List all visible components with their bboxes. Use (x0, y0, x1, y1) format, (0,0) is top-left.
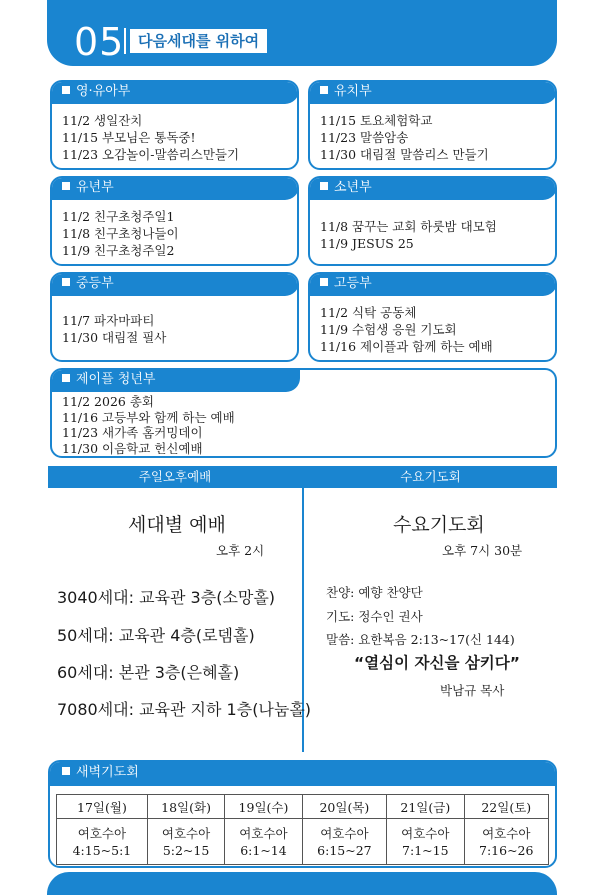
square-bullet-icon (62, 767, 70, 775)
dept-name: 유치부 (334, 84, 372, 99)
line-label: 말씀 (326, 632, 351, 647)
wednesday-prayer-time: 오후 7시 30분 (442, 543, 523, 558)
dept-children-box (50, 176, 299, 266)
scripture-cell (225, 819, 302, 865)
dept-tab (50, 80, 299, 104)
praise-line (326, 583, 423, 601)
book-name: 여호수아 (239, 825, 288, 841)
list-item: 11/9 JESUS 25 (320, 236, 414, 251)
list-item: 11/30 이음학교 헌신예배 (62, 440, 203, 456)
dept-tab (308, 80, 557, 104)
list-item: 11/23 말씀암송 (320, 130, 409, 145)
prayer-line (326, 607, 423, 625)
dept-youth-box (308, 176, 557, 266)
generation-location: 50세대: 교육관 4층(로뎀홀) (57, 626, 255, 645)
list-item: 11/30 대림절 말씀리스 만들기 (320, 147, 489, 162)
section-number: 05 (74, 20, 125, 64)
generation-location: 3040세대: 교육관 3층(소망홀) (57, 588, 276, 607)
square-bullet-icon (62, 374, 70, 382)
square-bullet-icon (62, 278, 70, 286)
dept-name: 중등부 (76, 276, 114, 291)
list-item: 11/30 대림절 필사 (62, 330, 167, 345)
square-bullet-icon (320, 182, 328, 190)
dawn-prayer-table (56, 794, 549, 865)
list-item: 11/8 친구초청나들이 (62, 226, 179, 241)
wednesday-prayer-title: 수요기도회 (393, 514, 485, 536)
chapter-ref: 5:2~15 (162, 842, 210, 858)
dawn-prayer-tab (48, 760, 557, 786)
list-item: 11/15 토요체험학교 (320, 113, 433, 128)
list-item: 11/2 2026 총회 (62, 394, 154, 409)
generation-location: 7080세대: 교육관 지하 1층(나눔홀) (57, 700, 312, 719)
generation-location: 60세대: 본관 3층(은혜홀) (57, 663, 240, 682)
book-name: 여호수아 (77, 825, 127, 841)
dept-name: 소년부 (334, 180, 372, 195)
book-name: 여호수아 (161, 825, 211, 841)
dept-tab (308, 176, 557, 200)
square-bullet-icon (320, 86, 328, 94)
line-value: : 정수인 권사 (350, 609, 423, 624)
dept-name: 고등부 (334, 276, 372, 291)
list-item: 11/15 부모님은 통독중! (62, 130, 196, 145)
sunday-worship-title: 세대별 예배 (128, 514, 226, 536)
line-value: : 예향 찬양단 (350, 585, 423, 600)
list-item: 11/23 새가족 홈커밍데이 (62, 425, 203, 440)
list-item: 11/9 친구초청주일2 (62, 243, 175, 258)
header-divider (124, 28, 126, 54)
footer-band (47, 872, 557, 895)
square-bullet-icon (62, 86, 70, 94)
dept-tab (50, 368, 300, 392)
day-cell: 19일(수) (225, 795, 302, 819)
line-value: : 요한복음 2:13~17(신 144) (350, 632, 515, 647)
scripture-cell (464, 819, 549, 865)
chapter-ref: 7:1~15 (402, 842, 449, 858)
book-name: 여호수아 (482, 825, 531, 841)
scripture-line (326, 630, 515, 648)
day-cell: 18일(화) (147, 795, 224, 819)
list-item: 11/16 고등부와 함께 하는 예배 (62, 409, 235, 425)
square-bullet-icon (62, 182, 70, 190)
table-row (57, 795, 549, 819)
line-label: 찬양 (326, 585, 351, 600)
scripture-cell (387, 819, 464, 865)
chapter-ref: 4:15~5:1 (72, 842, 132, 858)
sunday-afternoon-header: 주일오후예배 (48, 466, 302, 488)
list-item: 11/9 수험생 응원 기도회 (320, 322, 457, 337)
list-item: 11/7 파자마파티 (62, 313, 155, 328)
list-item: 11/2 식탁 공동체 (320, 305, 417, 320)
chapter-ref: 6:1~14 (240, 842, 287, 858)
list-item: 11/23 오감놀이-말씀리스만들기 (62, 147, 240, 162)
list-item: 11/16 제이플과 함께 하는 예배 (320, 339, 493, 354)
chapter-ref: 6:15~27 (317, 842, 372, 858)
sunday-worship-time: 오후 2시 (216, 543, 265, 558)
scripture-cell (57, 819, 148, 865)
dawn-prayer-title: 새벽기도회 (76, 765, 139, 780)
dept-tab (50, 272, 299, 296)
list-item: 11/8 꿈꾸는 교회 하룻밤 대모험 (320, 219, 497, 234)
list-item: 11/2 생일잔치 (62, 113, 143, 128)
list-item: 11/2 친구초청주일1 (62, 209, 175, 224)
book-name: 여호수아 (320, 825, 369, 841)
day-cell: 17일(월) (57, 795, 148, 819)
book-name: 여호수아 (401, 825, 450, 841)
page-title: 다음세대를 위하여 (130, 29, 267, 53)
chapter-ref: 7:16~26 (479, 842, 534, 858)
day-cell: 21일(금) (387, 795, 464, 819)
scripture-cell (147, 819, 224, 865)
scripture-cell (302, 819, 386, 865)
line-label: 기도 (326, 609, 351, 624)
table-row (57, 819, 549, 865)
dept-name: 영·유아부 (76, 84, 131, 99)
sermon-title: “열심이 자신을 삼키다” (354, 654, 520, 672)
day-cell: 20일(목) (302, 795, 386, 819)
wednesday-prayer-header: 수요기도회 (304, 466, 557, 488)
dept-high-box (308, 272, 557, 362)
dept-tab (50, 176, 299, 200)
dept-name: 제이플 청년부 (76, 372, 156, 387)
dawn-prayer-box (48, 760, 557, 868)
square-bullet-icon (320, 278, 328, 286)
preacher-name: 박남규 목사 (440, 683, 505, 698)
day-cell: 22일(토) (464, 795, 549, 819)
dept-tab (308, 272, 557, 296)
dept-kinder-box (308, 80, 557, 170)
dept-middle-box (50, 272, 299, 362)
dept-infant-box (50, 80, 299, 170)
dept-name: 유년부 (76, 180, 114, 195)
dept-young-adult-box (50, 368, 557, 458)
